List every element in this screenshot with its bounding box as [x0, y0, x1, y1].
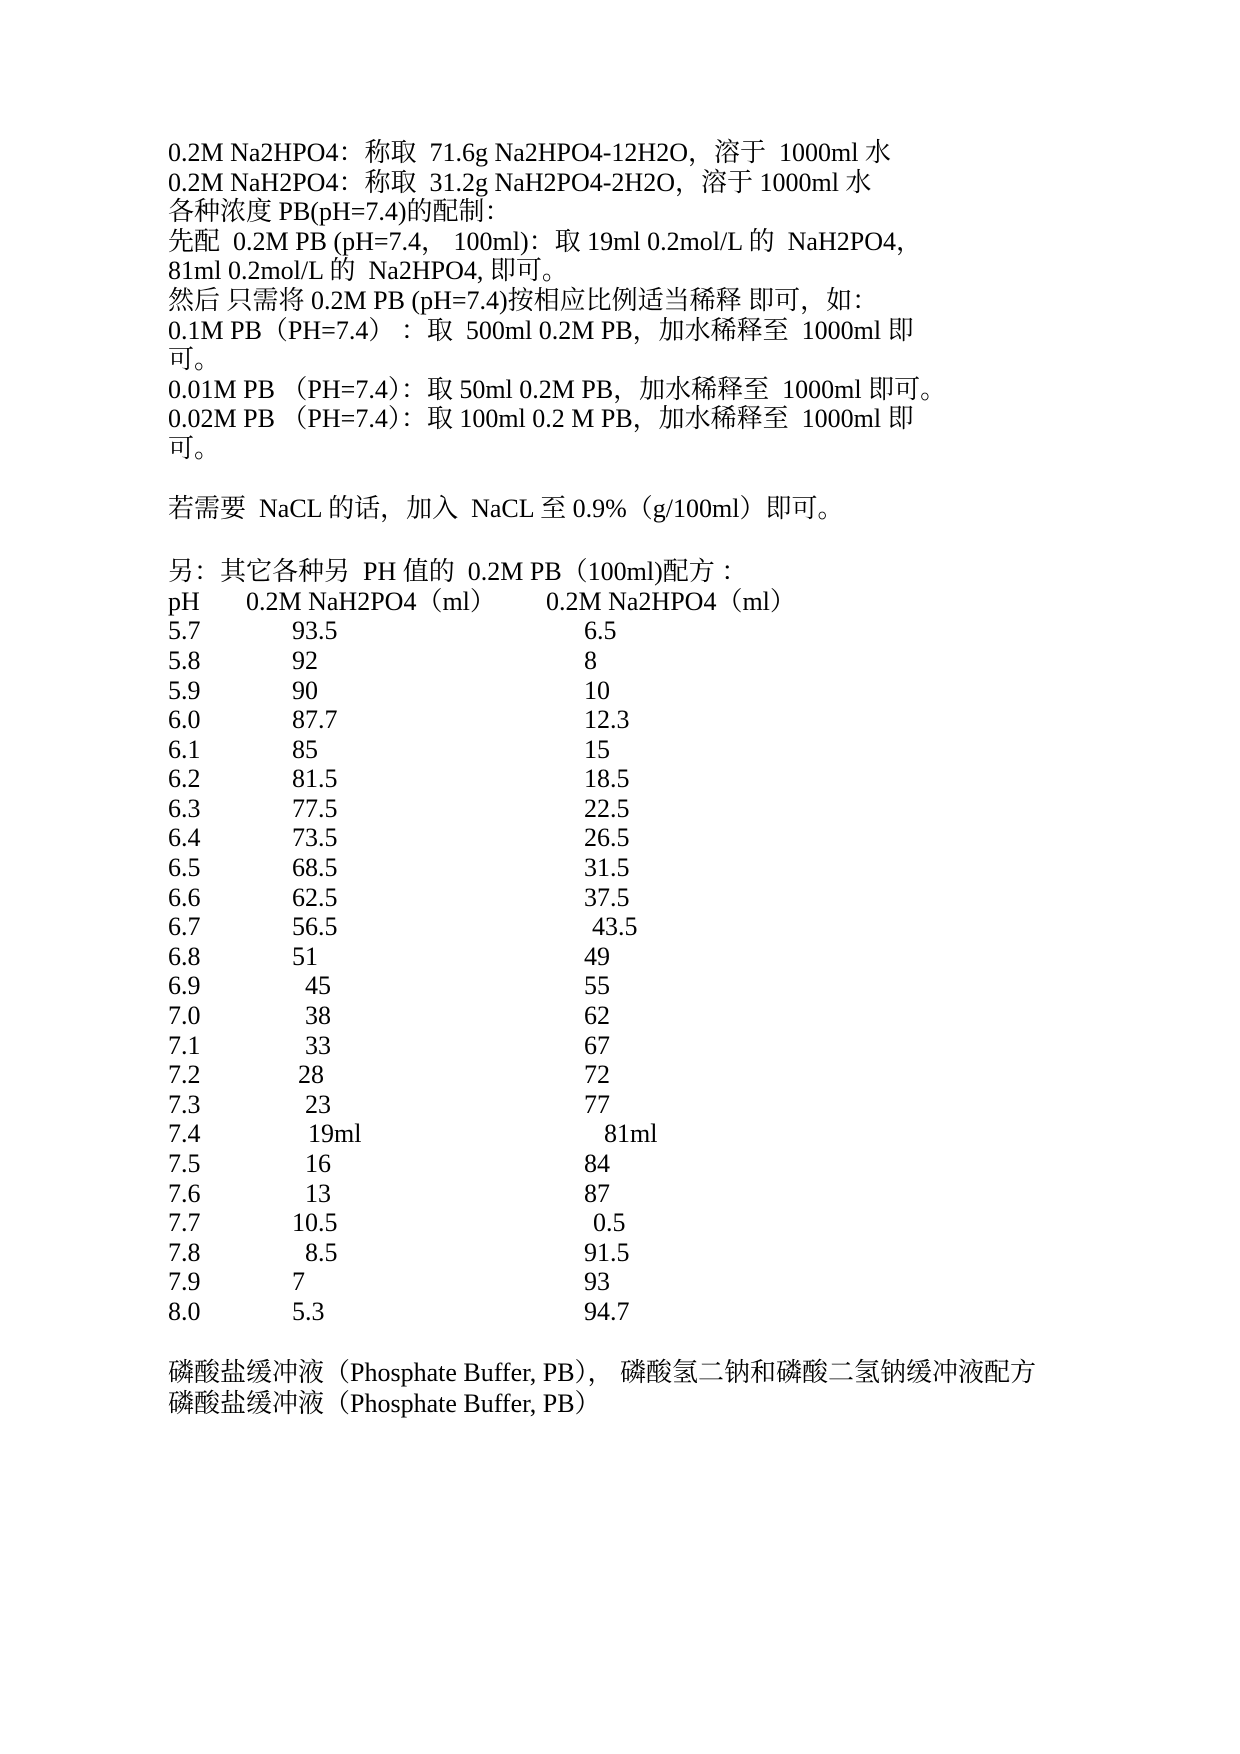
cell-nah2po4	[246, 1238, 546, 1268]
cell-ph	[168, 676, 246, 706]
cell-ph-value: 6.8	[168, 941, 201, 971]
cell-nah2po4	[246, 1060, 546, 1090]
cell-ph-value: 6.3	[168, 793, 201, 823]
cell-ph	[168, 942, 246, 972]
cell-na2hpo4-value: 15	[584, 734, 610, 764]
cell-na2hpo4-value: 55	[584, 971, 610, 1001]
cell-nah2po4	[246, 735, 546, 765]
cell-ph-value: 7.3	[168, 1089, 201, 1119]
cell-nah2po4-value: 93.5	[292, 616, 338, 646]
table-row	[168, 616, 806, 646]
table-row	[168, 794, 806, 824]
table-row	[168, 912, 806, 942]
cell-na2hpo4	[546, 1001, 806, 1031]
cell-nah2po4-value: 10.5	[292, 1208, 338, 1238]
cell-na2hpo4-value: 72	[584, 1060, 610, 1090]
cell-ph-value: 6.0	[168, 705, 201, 735]
cell-ph-value: 6.4	[168, 823, 201, 853]
cell-ph-value: 6.2	[168, 764, 201, 794]
table-row	[168, 1060, 806, 1090]
table-row	[168, 942, 806, 972]
table-row	[168, 971, 806, 1001]
cell-na2hpo4	[546, 705, 806, 735]
cell-na2hpo4-value: 26.5	[584, 823, 630, 853]
cell-ph-value: 7.2	[168, 1060, 201, 1090]
cell-na2hpo4	[546, 735, 806, 765]
cell-na2hpo4-value: 8	[584, 645, 597, 675]
cell-nah2po4	[246, 912, 546, 942]
cell-na2hpo4-value: 18.5	[584, 764, 630, 794]
cell-ph-value: 6.7	[168, 912, 201, 942]
cell-nah2po4	[246, 1149, 546, 1179]
paragraph-spacer	[168, 1327, 1080, 1357]
cell-ph	[168, 764, 246, 794]
cell-nah2po4	[246, 1001, 546, 1031]
table-row	[168, 1119, 806, 1149]
cell-ph	[168, 1090, 246, 1120]
tail-paragraph-2: 磷酸盐缓冲液（Phosphate Buffer, PB）	[168, 1388, 601, 1418]
cell-ph	[168, 1060, 246, 1090]
cell-ph-value: 6.6	[168, 882, 201, 912]
tail-paragraph-1: 磷酸盐缓冲液（Phosphate Buffer, PB）， 磷酸氢二钠和磷酸二氢钠缓冲液配方	[168, 1357, 1037, 1387]
cell-na2hpo4-value: 62	[584, 1001, 610, 1031]
cell-nah2po4	[246, 942, 546, 972]
cell-ph-value: 7.5	[168, 1149, 201, 1178]
intro-line: 先配 0.2M PB (pH=7.4， 100ml)：取 19ml 0.2mol/L 的 NaH2PO4，	[168, 226, 922, 256]
cell-ph	[168, 705, 246, 735]
cell-ph	[168, 646, 246, 676]
intro-line: 0.02M PB （PH=7.4）：取 100ml 0.2 M PB，加水稀释至 1000ml 即	[168, 404, 914, 434]
cell-na2hpo4	[546, 942, 806, 972]
intro-line: 0.01M PB （PH=7.4）：取 50ml 0.2M PB，加水稀释至 1000ml 即可。	[168, 374, 947, 404]
cell-ph-value: 5.8	[168, 645, 201, 675]
cell-na2hpo4	[546, 1297, 806, 1327]
document-content	[168, 138, 1080, 1419]
cell-ph-value: 7.7	[168, 1208, 201, 1238]
table-row	[168, 883, 806, 913]
table-intro: 另：其它各种另 PH 值的 0.2M PB（100ml)配方 ：	[168, 557, 748, 587]
cell-nah2po4-value: 87.7	[292, 705, 338, 735]
cell-na2hpo4-value: 67	[584, 1030, 610, 1060]
cell-na2hpo4	[546, 853, 806, 883]
table-row	[168, 1001, 806, 1031]
cell-nah2po4	[246, 764, 546, 794]
cell-na2hpo4-value: 93	[584, 1267, 610, 1297]
cell-na2hpo4	[546, 883, 806, 913]
cell-nah2po4	[246, 971, 546, 1001]
cell-nah2po4	[246, 705, 546, 735]
cell-na2hpo4	[546, 1179, 806, 1209]
cell-na2hpo4	[546, 823, 806, 853]
cell-ph-value: 8.0	[168, 1296, 201, 1326]
cell-ph-value: 7.4	[168, 1119, 201, 1149]
cell-nah2po4-value: 19ml	[308, 1119, 362, 1149]
paragraph-spacer	[168, 464, 1080, 494]
cell-nah2po4-value: 8.5	[305, 1237, 338, 1267]
cell-nah2po4-value: 5.3	[292, 1296, 325, 1326]
cell-ph	[168, 1297, 246, 1327]
intro-line: 0.2M Na2HPO4：称取 71.6g Na2HPO4-12H2O，溶于 1000ml 水	[168, 138, 891, 167]
cell-na2hpo4-value: 84	[584, 1149, 610, 1178]
cell-nah2po4-value: 62.5	[292, 882, 338, 912]
cell-nah2po4	[246, 1119, 546, 1149]
cell-ph	[168, 971, 246, 1001]
paragraph-spacer	[168, 523, 1080, 557]
cell-ph-value: 5.9	[168, 675, 201, 705]
cell-nah2po4	[246, 853, 546, 883]
cell-ph	[168, 1149, 246, 1179]
cell-na2hpo4	[546, 764, 806, 794]
cell-ph-value: 7.6	[168, 1178, 201, 1208]
table-head	[168, 587, 806, 617]
cell-na2hpo4-value: 77	[584, 1089, 610, 1119]
cell-ph-value: 7.1	[168, 1030, 201, 1060]
cell-na2hpo4-value: 94.7	[584, 1296, 630, 1326]
cell-nah2po4-value: 81.5	[292, 764, 338, 794]
cell-nah2po4-value: 56.5	[292, 912, 338, 942]
cell-nah2po4-value: 16	[305, 1149, 331, 1178]
cell-nah2po4-value: 85	[292, 734, 318, 764]
cell-na2hpo4-value: 31.5	[584, 853, 630, 883]
cell-na2hpo4	[546, 1090, 806, 1120]
cell-nah2po4-value: 73.5	[292, 823, 338, 853]
cell-na2hpo4	[546, 912, 806, 942]
column-header-nah2po4: 0.2M NaH2PO4（ml）	[246, 586, 496, 616]
cell-nah2po4	[246, 676, 546, 706]
cell-nah2po4-value: 33	[305, 1030, 331, 1060]
cell-na2hpo4	[546, 1208, 806, 1238]
table-header-row	[168, 587, 806, 617]
cell-nah2po4	[246, 1297, 546, 1327]
cell-ph	[168, 1238, 246, 1268]
intro-line: 可。	[168, 345, 221, 375]
cell-ph	[168, 1267, 246, 1297]
cell-ph	[168, 794, 246, 824]
intro-block	[168, 138, 1080, 464]
table-row	[168, 1090, 806, 1120]
cell-ph-value: 7.8	[168, 1237, 201, 1267]
cell-nah2po4	[246, 616, 546, 646]
table-row	[168, 764, 806, 794]
cell-nah2po4-value: 77.5	[292, 793, 338, 823]
cell-ph	[168, 1208, 246, 1238]
cell-na2hpo4-value: 91.5	[584, 1237, 630, 1267]
cell-na2hpo4-value: 6.5	[584, 616, 617, 646]
cell-ph	[168, 616, 246, 646]
intro-line: 81ml 0.2mol/L 的 Na2HPO4, 即可。	[168, 256, 568, 286]
cell-ph-value: 6.5	[168, 853, 201, 883]
table-row	[168, 1031, 806, 1061]
intro-line: 然后 只需将 0.2M PB (pH=7.4)按相应比例适当稀释 即可，如：	[168, 285, 879, 315]
cell-na2hpo4-value: 22.5	[584, 793, 630, 823]
cell-ph	[168, 1031, 246, 1061]
cell-nah2po4	[246, 646, 546, 676]
cell-na2hpo4-value: 0.5	[593, 1208, 626, 1238]
cell-ph-value: 7.9	[168, 1267, 201, 1297]
cell-ph	[168, 823, 246, 853]
cell-na2hpo4	[546, 971, 806, 1001]
table-row	[168, 1238, 806, 1268]
cell-nah2po4	[246, 1090, 546, 1120]
table-row	[168, 1208, 806, 1238]
cell-na2hpo4-value: 37.5	[584, 882, 630, 912]
cell-nah2po4-value: 92	[292, 645, 318, 675]
cell-ph-value: 6.1	[168, 734, 201, 764]
cell-na2hpo4	[546, 794, 806, 824]
intro-line: 0.1M PB（PH=7.4） ：取 500ml 0.2M PB，加水稀释至 1000ml 即	[168, 315, 914, 345]
cell-na2hpo4-value: 43.5	[592, 912, 638, 942]
table-row	[168, 705, 806, 735]
cell-nah2po4-value: 45	[305, 971, 331, 1001]
cell-na2hpo4-value: 49	[584, 941, 610, 971]
cell-nah2po4	[246, 823, 546, 853]
cell-ph-value: 6.9	[168, 971, 201, 1001]
cell-ph	[168, 1001, 246, 1031]
cell-na2hpo4	[546, 1149, 806, 1179]
cell-nah2po4-value: 68.5	[292, 853, 338, 883]
cell-na2hpo4	[546, 646, 806, 676]
nacl-note: 若需要 NaCL 的话，加入 NaCL 至 0.9%（g/100ml）即可。	[168, 493, 844, 523]
cell-ph	[168, 1119, 246, 1149]
table-row	[168, 1267, 806, 1297]
column-header-na2hpo4: 0.2M Na2HPO4（ml）	[546, 586, 796, 616]
cell-na2hpo4	[546, 616, 806, 646]
table-row	[168, 823, 806, 853]
table-row	[168, 676, 806, 706]
table-row	[168, 1149, 806, 1179]
cell-ph	[168, 1179, 246, 1209]
intro-line: 0.2M NaH2PO4：称取 31.2g NaH2PO4-2H2O，溶于 1000ml 水	[168, 167, 872, 197]
cell-nah2po4-value: 38	[305, 1001, 331, 1031]
cell-nah2po4-value: 13	[305, 1178, 331, 1208]
ph-recipe-table	[168, 587, 806, 1327]
cell-ph	[168, 853, 246, 883]
column-header-ph: pH	[168, 586, 200, 616]
cell-nah2po4	[246, 1179, 546, 1209]
cell-na2hpo4-value: 10	[584, 675, 610, 705]
cell-na2hpo4-value: 87	[584, 1178, 610, 1208]
cell-nah2po4	[246, 883, 546, 913]
cell-nah2po4-value: 51	[292, 941, 318, 971]
cell-nah2po4-value: 28	[298, 1060, 324, 1090]
cell-nah2po4	[246, 1208, 546, 1238]
cell-nah2po4-value: 23	[305, 1089, 331, 1119]
cell-na2hpo4	[546, 1060, 806, 1090]
cell-ph	[168, 883, 246, 913]
table-row	[168, 735, 806, 765]
cell-na2hpo4	[546, 1119, 806, 1149]
cell-na2hpo4-value: 12.3	[584, 705, 630, 735]
table-row	[168, 1297, 806, 1327]
cell-nah2po4	[246, 794, 546, 824]
cell-nah2po4-value: 7	[292, 1267, 305, 1297]
table-row	[168, 646, 806, 676]
cell-na2hpo4	[546, 676, 806, 706]
cell-na2hpo4	[546, 1238, 806, 1268]
cell-ph-value: 5.7	[168, 616, 201, 646]
cell-nah2po4-value: 90	[292, 675, 318, 705]
intro-line: 各种浓度 PB(pH=7.4)的配制：	[168, 197, 511, 227]
cell-ph-value: 7.0	[168, 1001, 201, 1031]
cell-nah2po4	[246, 1267, 546, 1297]
cell-nah2po4	[246, 1031, 546, 1061]
cell-ph	[168, 735, 246, 765]
cell-na2hpo4-value: 81ml	[604, 1119, 658, 1149]
table-row	[168, 853, 806, 883]
cell-ph	[168, 912, 246, 942]
cell-na2hpo4	[546, 1267, 806, 1297]
cell-na2hpo4	[546, 1031, 806, 1061]
intro-line: 可。	[168, 433, 221, 463]
table-row	[168, 1179, 806, 1209]
table-body	[168, 616, 806, 1326]
